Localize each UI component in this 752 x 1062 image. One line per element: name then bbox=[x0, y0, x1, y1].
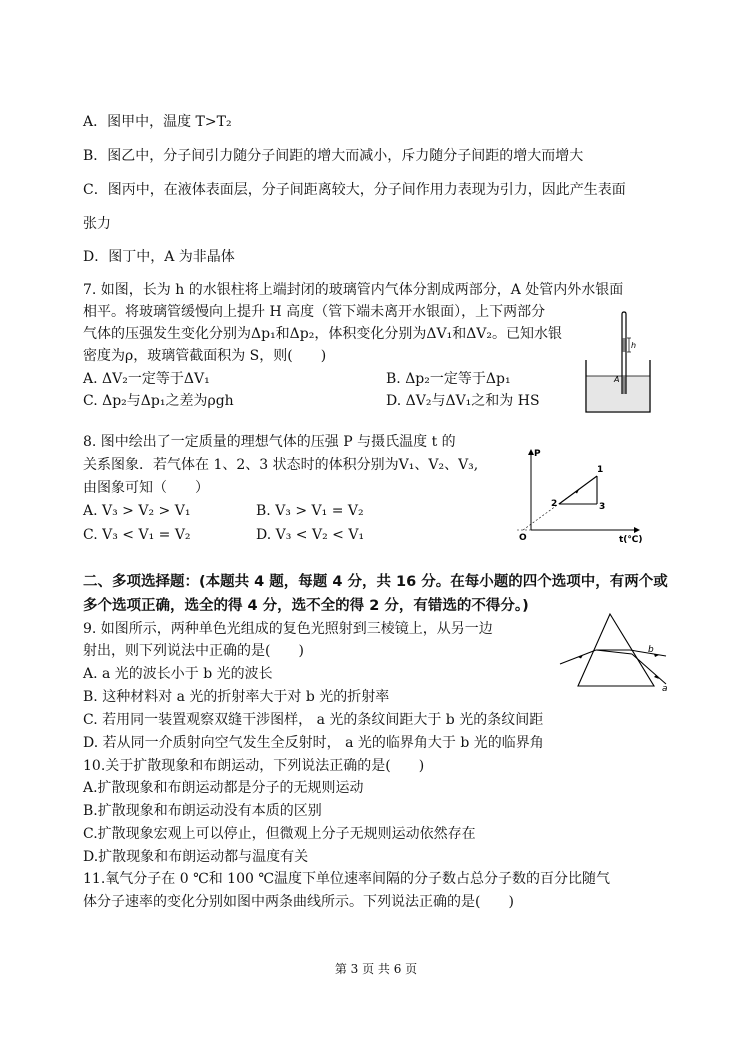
q10-option-d: D.扩散现象和布朗运动都与温度有关 bbox=[83, 849, 309, 865]
q7-fig-label-a: A bbox=[614, 375, 620, 384]
q8-option-c: C. V₃ < V₁ = V₂ bbox=[83, 527, 191, 543]
q9-option-b: B. 这种材料对 a 光的折射率大于对 b 光的折射率 bbox=[83, 689, 390, 705]
q8-axis-p-label: P bbox=[534, 449, 541, 459]
q10-option-c: C.扩散现象宏观上可以停止，但微观上分子无规则运动依然存在 bbox=[83, 826, 476, 842]
q8-point-1-label: 1 bbox=[597, 465, 604, 475]
q7-stem-line2: 相平。将玻璃管缓慢向上提升 H 高度（管下端未离开水银面），上下两部分 bbox=[83, 304, 546, 320]
q9-fig-label-b: b bbox=[648, 645, 654, 655]
q8-stem-line3: 由图象可知（ ） bbox=[83, 480, 209, 496]
q8-stem-line1: 8. 图中绘出了一定质量的理想气体的压强 P 与摄氏温度 t 的 bbox=[83, 434, 456, 450]
q7-stem-line3: 气体的压强发生变化分别为Δp₁和Δp₂，体积变化分别为ΔV₁和ΔV₂。已知水银 bbox=[83, 326, 563, 342]
q8-option-d: D. V₃ < V₂ < V₁ bbox=[256, 527, 365, 543]
q9-option-d: D. 若从同一介质射向空气发生全反射时， a 光的临界角大于 b 光的临界角 bbox=[83, 735, 544, 751]
section-2-heading-line1: 二、多项选择题：(本题共 4 题，每题 4 分，共 16 分。在每小题的四个选项中，有两个或 bbox=[83, 574, 668, 590]
q9-option-c: C. 若用同一装置观察双缝干涉图样， a 光的条纹间距大于 b 光的条纹间距 bbox=[83, 712, 544, 728]
q10-stem: 10.关于扩散现象和布朗运动，下列说法正确的是( ) bbox=[83, 758, 425, 774]
q6-option-d: D．图丁中，A 为非晶体 bbox=[83, 249, 235, 265]
q8-origin-label: O bbox=[519, 533, 527, 543]
q7-option-a: A. ΔV₂一定等于ΔV₁ bbox=[83, 371, 210, 387]
q7-fig-label-h: h bbox=[631, 341, 637, 350]
q8-stem-line2: 关系图象．若气体在 1、2、3 状态时的体积分别为V₁、V₂、V₃, bbox=[83, 457, 479, 473]
q8-point-2-label: 2 bbox=[551, 499, 558, 509]
q8-option-a: A. V₃ > V₂ > V₁ bbox=[83, 503, 191, 519]
q6-option-a: A．图甲中，温度 T>T₂ bbox=[83, 114, 232, 130]
q10-option-b: B.扩散现象和布朗运动没有本质的区别 bbox=[83, 803, 322, 819]
q9-prism-figure bbox=[560, 612, 672, 692]
section-2-heading-line2: 多个选项正确，选全的得 4 分，选不全的得 2 分，有错选的不得分。) bbox=[83, 598, 529, 614]
q8-point-3-label: 3 bbox=[599, 502, 606, 512]
q8-p-t-graph bbox=[515, 446, 645, 545]
q8-axis-t-label: t(℃) bbox=[619, 535, 643, 545]
q7-stem-line4: 密度为ρ，玻璃管截面积为 S，则( ) bbox=[83, 348, 327, 364]
q9-fig-label-a: a bbox=[662, 684, 668, 694]
q9-option-a: A. a 光的波长小于 b 光的波长 bbox=[83, 666, 273, 682]
q7-stem-line1: 7. 如图，长为 h 的水银柱将上端封闭的玻璃管内气体分割成两部分，A 处管内外水银面 bbox=[83, 282, 624, 298]
q7-option-b: B. Δp₂一定等于Δp₁ bbox=[386, 371, 511, 387]
q8-option-b: B. V₃ > V₁ = V₂ bbox=[256, 503, 364, 519]
page-footer: 第 3 页 共 6 页 bbox=[334, 962, 418, 976]
q6-option-c-line2: 张力 bbox=[83, 216, 111, 232]
q11-stem-line1: 11.氧气分子在 0 ℃和 100 ℃温度下单位速率间隔的分子数占总分子数的百分比随气 bbox=[83, 871, 611, 887]
q6-option-c-line1: C．图丙中，在液体表面层，分子间距离较大，分子间作用力表现为引力，因此产生表面 bbox=[83, 182, 626, 198]
q9-stem-line2: 射出，则下列说法中正确的是( ) bbox=[83, 643, 304, 659]
q11-stem-line2: 体分子速率的变化分别如图中两条曲线所示。下列说法正确的是( ) bbox=[83, 894, 514, 910]
q7-tube-beaker-figure bbox=[578, 312, 658, 416]
q9-stem-line1: 9. 如图所示，两种单色光组成的复色光照射到三棱镜上，从另一边 bbox=[83, 621, 493, 637]
q7-option-d: D. ΔV₂与ΔV₁之和为 HS bbox=[386, 393, 540, 409]
q7-option-c: C. Δp₂与Δp₁之差为ρgh bbox=[83, 393, 234, 409]
q6-option-b: B．图乙中，分子间引力随分子间距的增大而减小，斥力随分子间距的增大而增大 bbox=[83, 148, 584, 164]
q10-option-a: A.扩散现象和布朗运动都是分子的无规则运动 bbox=[83, 780, 364, 796]
